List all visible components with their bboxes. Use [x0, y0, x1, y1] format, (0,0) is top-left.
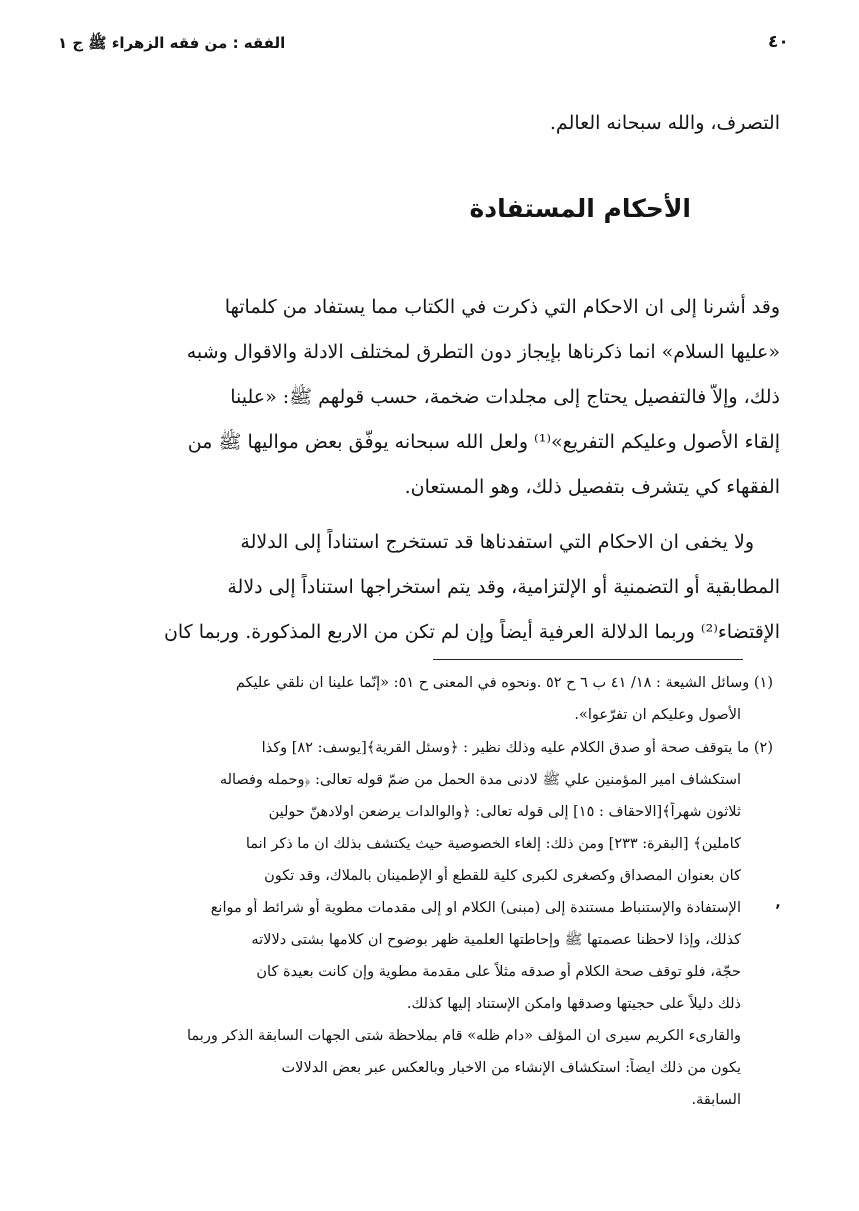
paragraph-2-line-1: ولا يخفى ان الاحكام التي استفدناها قد تستخرج استناداً إلى الدلالة [240, 531, 754, 553]
footnote-2-line-7: كذلك، وإذا لاحظنا عصمتها ﷺ وإحاطتها العلمية ظهر بوضوح ان كلامها بشتى دلالاته [251, 932, 741, 948]
footnote-2-line-9: ذلك دليلاً على حجيتها وصدقها وامكن الإستناد إليها كذلك. [406, 996, 741, 1012]
footnote-separator [433, 659, 743, 660]
section-heading: الأحكام المستفادة [469, 194, 691, 223]
paragraph-2-line-3: الإقتضاء⁽²⁾ وربما الدلالة العرفية أيضاً وإن لم تكن من الاربع المذكورة. وربما كان [163, 621, 780, 643]
running-header-title: الفقه : من فقه الزهراء ﷺ ج ١ [58, 34, 286, 52]
paragraph-1-line-5: الفقهاء كي يتشرف بتفصيل ذلك، وهو المستعان. [404, 476, 780, 498]
paragraph-2-line-2: المطابقية أو التضمنية أو الإلتزامية، وقد يتم استخراجها استناداً إلى دلالة [227, 576, 780, 598]
footnote-2-line-10: والقارىء الكريم سيرى ان المؤلف «دام ظله» قام بملاحظة شتى الجهات السابقة الذكر وربما [187, 1028, 741, 1044]
footnote-1-line-2: الأصول وعليكم ان تفرّعوا». [574, 707, 741, 723]
top-line: التصرف، والله سبحانه العالم. [549, 112, 780, 134]
footnote-2-line-4: كاملين﴾ [البقرة: ٢٣٣] ومن ذلك: إلغاء الخصوصية حيث يكتشف بذلك ان ما ذكر انما [245, 836, 741, 852]
footnote-2-line-12: السابقة. [691, 1092, 741, 1108]
footnote-2-line-3: ثلاثون شهراً﴾[الاحقاف : ١٥] إلى قوله تعالى: ﴿والوالدات يرضعن اولادهنّ حولين [268, 804, 741, 820]
footnote-2-line-8: حجّة، فلو توقف صحة الكلام أو صدقه مثلاً على مقدمة مطوية وإن كانت بعيدة كان [256, 964, 741, 980]
footnote-2-line-11: يكون من ذلك ايضاً: استكشاف الإنشاء من الاخبار وبالعكس عبر بعض الدلالات [281, 1060, 741, 1076]
footnote-2-line-5: كان بعنوان المصداق وكصغرى لكبرى كلية للقطع أو الإطمينان بالملاك، وقد تكون [264, 868, 741, 884]
footnote-2-line-1: (٢) ما يتوقف صحة أو صدق الكلام عليه وذلك نظير : ﴿وسئل القرية﴾[يوسف: ٨٢] وكذا [261, 740, 773, 756]
paragraph-1-line-1: وقد أشرنا إلى ان الاحكام التي ذكرت في الكتاب مما يستفاد من كلماتها [224, 296, 780, 318]
paragraph-1-line-3: ذلك، وإلاّ فالتفصيل يحتاج إلى مجلدات ضخمة، حسب قولهم ﷺ: «علينا [230, 386, 780, 408]
paragraph-1-line-2: «عليها السلام» انما ذكرناها بإيجاز دون التطرق لمختلف الادلة والاقوال وشبه [186, 341, 780, 363]
paragraph-1-line-4: إلقاء الأصول وعليكم التفريع»⁽¹⁾ ولعل الله سبحانه يوفّق بعض مواليها ﷺ من [187, 431, 780, 453]
footnote-1-line-1: (١) وسائل الشيعة : ١٨/ ٤١ ب ٦ ح ٥٢ .ونحوه في المعنى ح ٥١: «إنّما علينا ان نلقي عليكم [235, 675, 773, 691]
margin-mark: ٬ [775, 902, 781, 922]
footnote-2-line-2: استكشاف امير المؤمنين علي ﷺ لادنى مدة الحمل من ضمّ قوله تعالى: ﴿وحمله وفصاله [219, 772, 741, 788]
footnote-2-line-6: الإستفادة والإستنباط مستندة إلى (مبنى) الكلام او إلى مقدمات مطوية أو شرائط أو موانع [210, 900, 741, 916]
page-number: ٤٠ [768, 32, 789, 52]
